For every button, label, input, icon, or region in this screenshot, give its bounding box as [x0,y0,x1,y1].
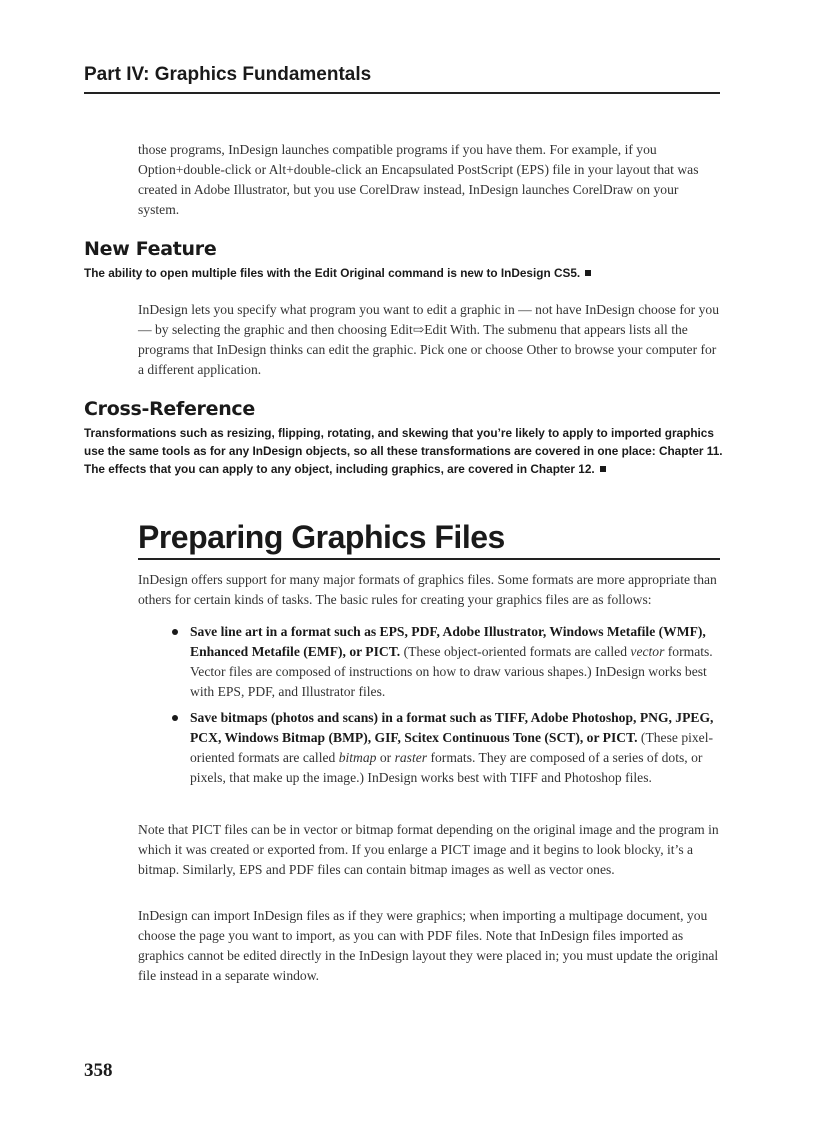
edit-with-paragraph [138,300,720,380]
cross-reference-title: Cross-Reference [84,398,255,420]
bullet-icon [172,715,178,721]
cross-reference-body: Transformations such as resizing, flipping, rotating, and skewing that you’re likely to apply to imported graphics use the same tools as for any InDesign objects, so all these transformations are covered in one place: Chapter 11. The effects that you can apply to any object, including graphics, are covered in Chapter 12. [84,426,723,476]
bullet-heading: Save bitmaps (photos and scans) in a format such as TIFF, Adobe Photoshop, PNG, JPEG, PCX, Windows Bitmap (BMP), GIF, Scitex Continuous Tone (SCT), or PICT. [190,710,714,745]
edit-with-after: Edit With. The submenu that appears lists all the programs that InDesign thinks can edit the graphic. Pick one or choose Other to browse your computer for a different application. [138,322,717,377]
new-feature-text [84,264,724,282]
menu-arrow-icon: ⇨ [412,322,425,337]
cross-reference-text [84,424,724,478]
intro-paragraph: those programs, InDesign launches compatible programs if you have them. For example, if you Option+double-click or Alt+double-click an Encapsulated PostScript (EPS) file in your layout that was created in Adobe Illustrator, but you use CorelDraw instead, InDesign launches CorelDraw on your system. [138,142,699,217]
edit-with-before: InDesign lets you specify what program you want to edit a graphic in — not have InDesign choose for you — by selecting the graphic and then choosing Edit [138,302,719,337]
import-paragraph: InDesign can import InDesign files as if they were graphics; when importing a multipage document, you choose the page you want to import, as you can with PDF files. Note that InDesign files imported as graphics cannot be edited directly in the InDesign layout they were placed in; you must update the original file instead in a separate window. [138,908,719,983]
new-feature-body: The ability to open multiple files with the Edit Original command is new to InDesign CS5. [84,266,581,280]
bullet-heading: Save line art in a format such as EPS, PDF, Adobe Illustrator, Windows Metafile (WMF), Enhanced Metafile (EMF), or PICT. [190,624,706,659]
bullet-icon [172,629,178,635]
end-mark-icon [585,270,591,276]
bullet-text: formats. Vector files are composed of instructions on how to draw various shapes.) InDesign works best with EPS, PDF, and Illustrator files. [190,644,713,699]
bullet-text: (These pixel-oriented formats are called [190,730,714,765]
section-title: Preparing Graphics Files [138,518,720,560]
bullet-text: formats. They are composed of a series of dots, or pixels, that make up the image.) InDesign works best with TIFF and Photoshop files. [190,750,703,785]
bullet-text: (These object-oriented formats are called [400,644,631,659]
bullet-italic: bitmap [338,750,377,765]
bullet-italic: raster [394,750,428,765]
bullet-text: or [376,750,395,765]
bullet-italic: vector [630,644,665,659]
format-bullet-list [170,622,722,794]
pict-paragraph: Note that PICT files can be in vector or bitmap format depending on the original image and the program in which it was created or exported from. If you enlarge a PICT image and it begins to look blocky, it’s a bitmap. Similarly, EPS and PDF files can contain bitmap images as well as vector ones. [138,822,719,877]
section-intro: InDesign offers support for many major formats of graphics files. Some formats are more appropriate than others for certain kinds of tasks. The basic rules for creating your graphics files are as follows: [138,572,717,607]
page-number: 358 [84,1060,113,1081]
end-mark-icon [600,466,606,472]
new-feature-title: New Feature [84,238,217,260]
bullet-item-bitmaps [170,708,722,788]
bullet-item-line-art [170,622,722,702]
running-head: Part IV: Graphics Fundamentals [84,64,720,94]
